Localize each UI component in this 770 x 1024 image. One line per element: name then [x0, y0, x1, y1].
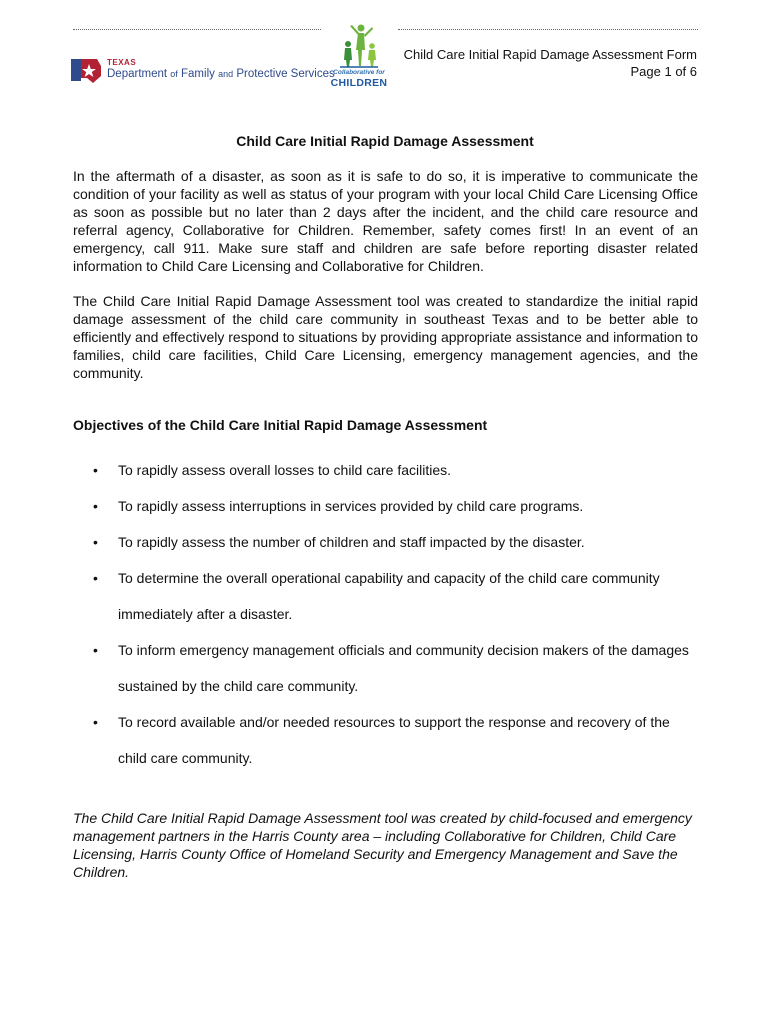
- bullet-icon: •: [93, 498, 98, 514]
- collaborative-for-children-logo: [326, 24, 392, 90]
- objective-text: To inform emergency management officials and community decision makers of the damages sustained by the child care community.: [118, 642, 689, 694]
- objectives-heading: Objectives of the Child Care Initial Rapid Damage Assessment: [73, 417, 488, 433]
- objective-text: To record available and/or needed resources to support the response and recovery of the child care community.: [118, 714, 670, 766]
- list-item: [73, 704, 698, 776]
- bullet-icon: •: [93, 534, 98, 550]
- page-number: Page 1 of 6: [630, 64, 697, 79]
- objectives-list: [73, 452, 698, 776]
- header-rule-left: [73, 29, 321, 30]
- dfps-logo: [71, 56, 335, 86]
- objective-text: To determine the overall operational capability and capacity of the child care community immediately after a disaster.: [118, 570, 660, 622]
- tool-description-paragraph: The Child Care Initial Rapid Damage Assessment tool was created to standardize the initial rapid damage assessment of the child care community in southeast Texas and to be better able to efficiently and effectively respond to situations by providing appropriate assistance and information to families, child care facilities, Child Care Licensing, emergency management agencies, and the community.: [73, 293, 698, 381]
- form-title: Child Care Initial Rapid Damage Assessment Form: [403, 47, 697, 62]
- objective-text: To rapidly assess the number of children and staff impacted by the disaster.: [118, 534, 585, 550]
- cfc-logo-bottom-text: CHILDREN: [330, 77, 388, 89]
- document-title: Child Care Initial Rapid Damage Assessment: [236, 133, 534, 149]
- bullet-icon: •: [93, 642, 98, 658]
- bullet-icon: •: [93, 570, 98, 586]
- children-figures-icon: [334, 24, 384, 68]
- list-item: [73, 560, 698, 632]
- credit-paragraph: The Child Care Initial Rapid Damage Assessment tool was created by child-focused and emergency management partners in the Harris County area – including Collaborative for Children, Child Care Licensing, Harris County Office of Homeland Security and Emergency Management and Save the Children.: [73, 810, 692, 880]
- objective-text: To rapidly assess overall losses to child care facilities.: [118, 462, 452, 478]
- dfps-logo-name: Department of Family and Protective Services: [107, 68, 335, 80]
- texas-star-icon: [71, 56, 103, 84]
- list-item: [73, 632, 698, 704]
- bullet-icon: •: [93, 462, 98, 478]
- list-item: [73, 488, 698, 524]
- list-item: [73, 452, 698, 488]
- dfps-logo-state: TEXAS: [107, 58, 137, 67]
- cfc-logo-top-text: Collaborative for: [333, 69, 385, 76]
- list-item: [73, 524, 698, 560]
- objective-text: To rapidly assess interruptions in services provided by child care programs.: [118, 498, 584, 514]
- bullet-icon: •: [93, 714, 98, 730]
- header-rule-right: [398, 29, 698, 30]
- intro-paragraph: In the aftermath of a disaster, as soon as it is safe to do so, it is imperative to communicate the condition of your facility as well as status of your program with your local Child Care Licensing Office as soon as possible but no later than 2 days after the incident, and the child care resource and referral agency, Collaborative for Children. Remember, safety comes first! In an event of an emergency, call 911. Make sure staff and children are safe before reporting disaster related information to Child Care Licensing and Collaborative for Children.: [73, 168, 698, 274]
